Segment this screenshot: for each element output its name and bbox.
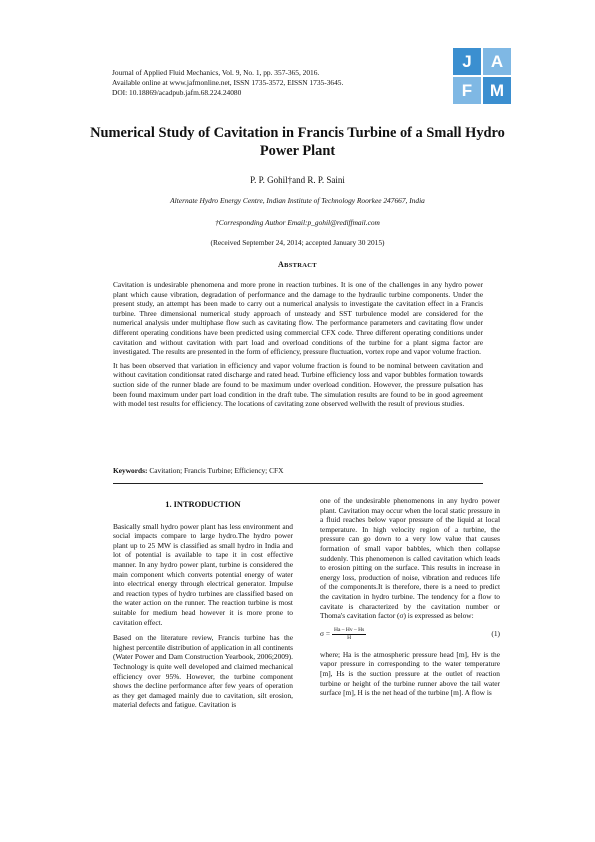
equation-numerator: Ha – Hv – Hs (334, 626, 365, 633)
right-column (320, 496, 500, 704)
logo-letter-m: M (483, 77, 511, 104)
keywords (113, 466, 483, 475)
received-dates: (Received September 24, 2014; accepted January 30 2015) (210, 238, 385, 247)
keywords-label: Keywords: (113, 466, 148, 475)
abstract-paragraph-1: Cavitation is undesirable phenomena and more prone in reaction turbines. It is one of the challenges in any hydro power plant which cause vibration, degradation of performance and the damage to the hydraulic turbine components. Under the present study, an attempt has been made to carry out a numerical analysis to investigate the cavitation effect in a Francis turbine. Three dimensional numerical study approach of unsteady and SST turbulence model are considered for the numerical analysis under multiphase flow such as cavitating flow. The performance parameters and cavitating flow under different operating conditions have been predicted using commercial CFX code. Three different operating conditions under cavitation and without cavitation with part load and overload conditions of the turbine for a plant sigma factor are investigated. The results are presented in the form of efficiency, pressure fluctuation, vortex rope and vapor volume fraction. (113, 280, 483, 357)
intro-paragraph-4: where; Ha is the atmospheric pressure head [m], Hv is the vapor pressure in corresponding to the water temperature [m], Hs is the suction pressure at the outlet of reaction turbine or height of the turbine runner above the tail water surface [m], H is the net head of the turbine [m]. A flow is (320, 649, 500, 698)
paper-authors: P. P. Gohil†and R. P. Saini (250, 175, 345, 185)
abstract-heading-rest: BSTRACT (284, 262, 317, 269)
intro-paragraph-1: Basically small hydro power plant has less environment and social impacts compare to large hydro.The hydro power plant up to 25 MW is classified as small hydro in India and lot of potential is available to tape it in cost effective manner. In any hydro power plant, turbine is considered the main component which converts potential energy of water into electrical energy through electrical generator. Impulse and reaction types of hydro turbines are classified based on the water action on the runner. The reaction turbine is most suitable for medium head however it is more prone to cavitation effect. (113, 521, 293, 627)
equation-denominator: H (347, 634, 352, 641)
introduction-heading: 1. INTRODUCTION (165, 500, 241, 509)
logo-letter-j: J (453, 48, 481, 75)
intro-paragraph-3: one of the undesirable phenomenons in any hydro power plant. Cavitation may occur when the local static pressure in a fluid reaches below vapor pressure of the liquid at local temperature. In high velocity region of a turbine, the pressure can go down to a very low value that causes formation of small vapor babbles, which then collapse suddenly. This phenomenon is called cavitation which leads to erosion pitting on the surface. This results in increase in energy loss, production of noise, vibration and reduces life of the components.It is therefore, there is a need to predict the cavitation in hydro turbine. The tendency for a flow to cavitate is characterized by the cavitation number or Thoma's cavitation factor (σ) is expressed as below: (320, 496, 500, 621)
abstract-heading-initial: A (278, 260, 285, 269)
cavitation-equation (320, 627, 500, 642)
equation-fraction (332, 627, 366, 642)
left-column (113, 500, 293, 716)
journal-header (112, 68, 452, 98)
author-affiliation: Alternate Hydro Energy Centre, Indian Institute of Technology Roorkee 247667, India (170, 196, 425, 205)
abstract-body (113, 280, 483, 413)
logo-letter-a: A (483, 48, 511, 75)
logo-letter-f: F (453, 77, 481, 104)
intro-paragraph-2: Based on the literature review, Francis turbine has the highest percentile distribution of application in all continents (Water Power and Dam Construction Yearbook, 2006;2009). Technology is quite well developed and claimed mechanical efficiency over 95%. However, the turbine component shows the decline performance after few years of operation as they get damaged mainly due to cavitation, silt erosion, material defects and fatigue. Cavitation is (113, 633, 294, 710)
corresponding-author[interactable]: †Corresponding Author Email:p_gohil@rediffmail.com (215, 218, 380, 227)
journal-doi[interactable]: DOI: 10.18869/acadpub.jafm.68.224.24080 (112, 88, 242, 97)
jafm-logo (453, 48, 511, 104)
abstract-heading (90, 260, 505, 269)
equation-number: (1) (491, 629, 500, 639)
keywords-list: Cavitation; Francis Turbine; Efficiency; CFX (147, 466, 284, 475)
section-divider (113, 483, 483, 484)
paper-title: Numerical Study of Cavitation in Francis Turbine of a Small Hydro Power Plant (90, 125, 505, 159)
abstract-paragraph-2: It has been observed that variation in efficiency and vapor volume fraction is found to be nominal between cavitation and without cavitation conditionsat rated discharge and rated head. Turbine efficiency loss and vapor bubbles formation towards suction side of the runner blade are found to be maximum under overload condition. However, the pressure pulsation has been found maximum under part load condition in the draft tube. The simulation results are found to be in good agreement with model test results for efficiency. The locations of cavitating zone observed wellwith the result of previous studies. (113, 360, 483, 409)
equation-lhs: σ = (320, 629, 330, 639)
journal-availability: Available online at www.jafmonline.net, ISSN 1735-3572, EISSN 1735-3645. (112, 78, 344, 87)
journal-citation: Journal of Applied Fluid Mechanics, Vol. 9, No. 1, pp. 357-365, 2016. (112, 68, 320, 77)
